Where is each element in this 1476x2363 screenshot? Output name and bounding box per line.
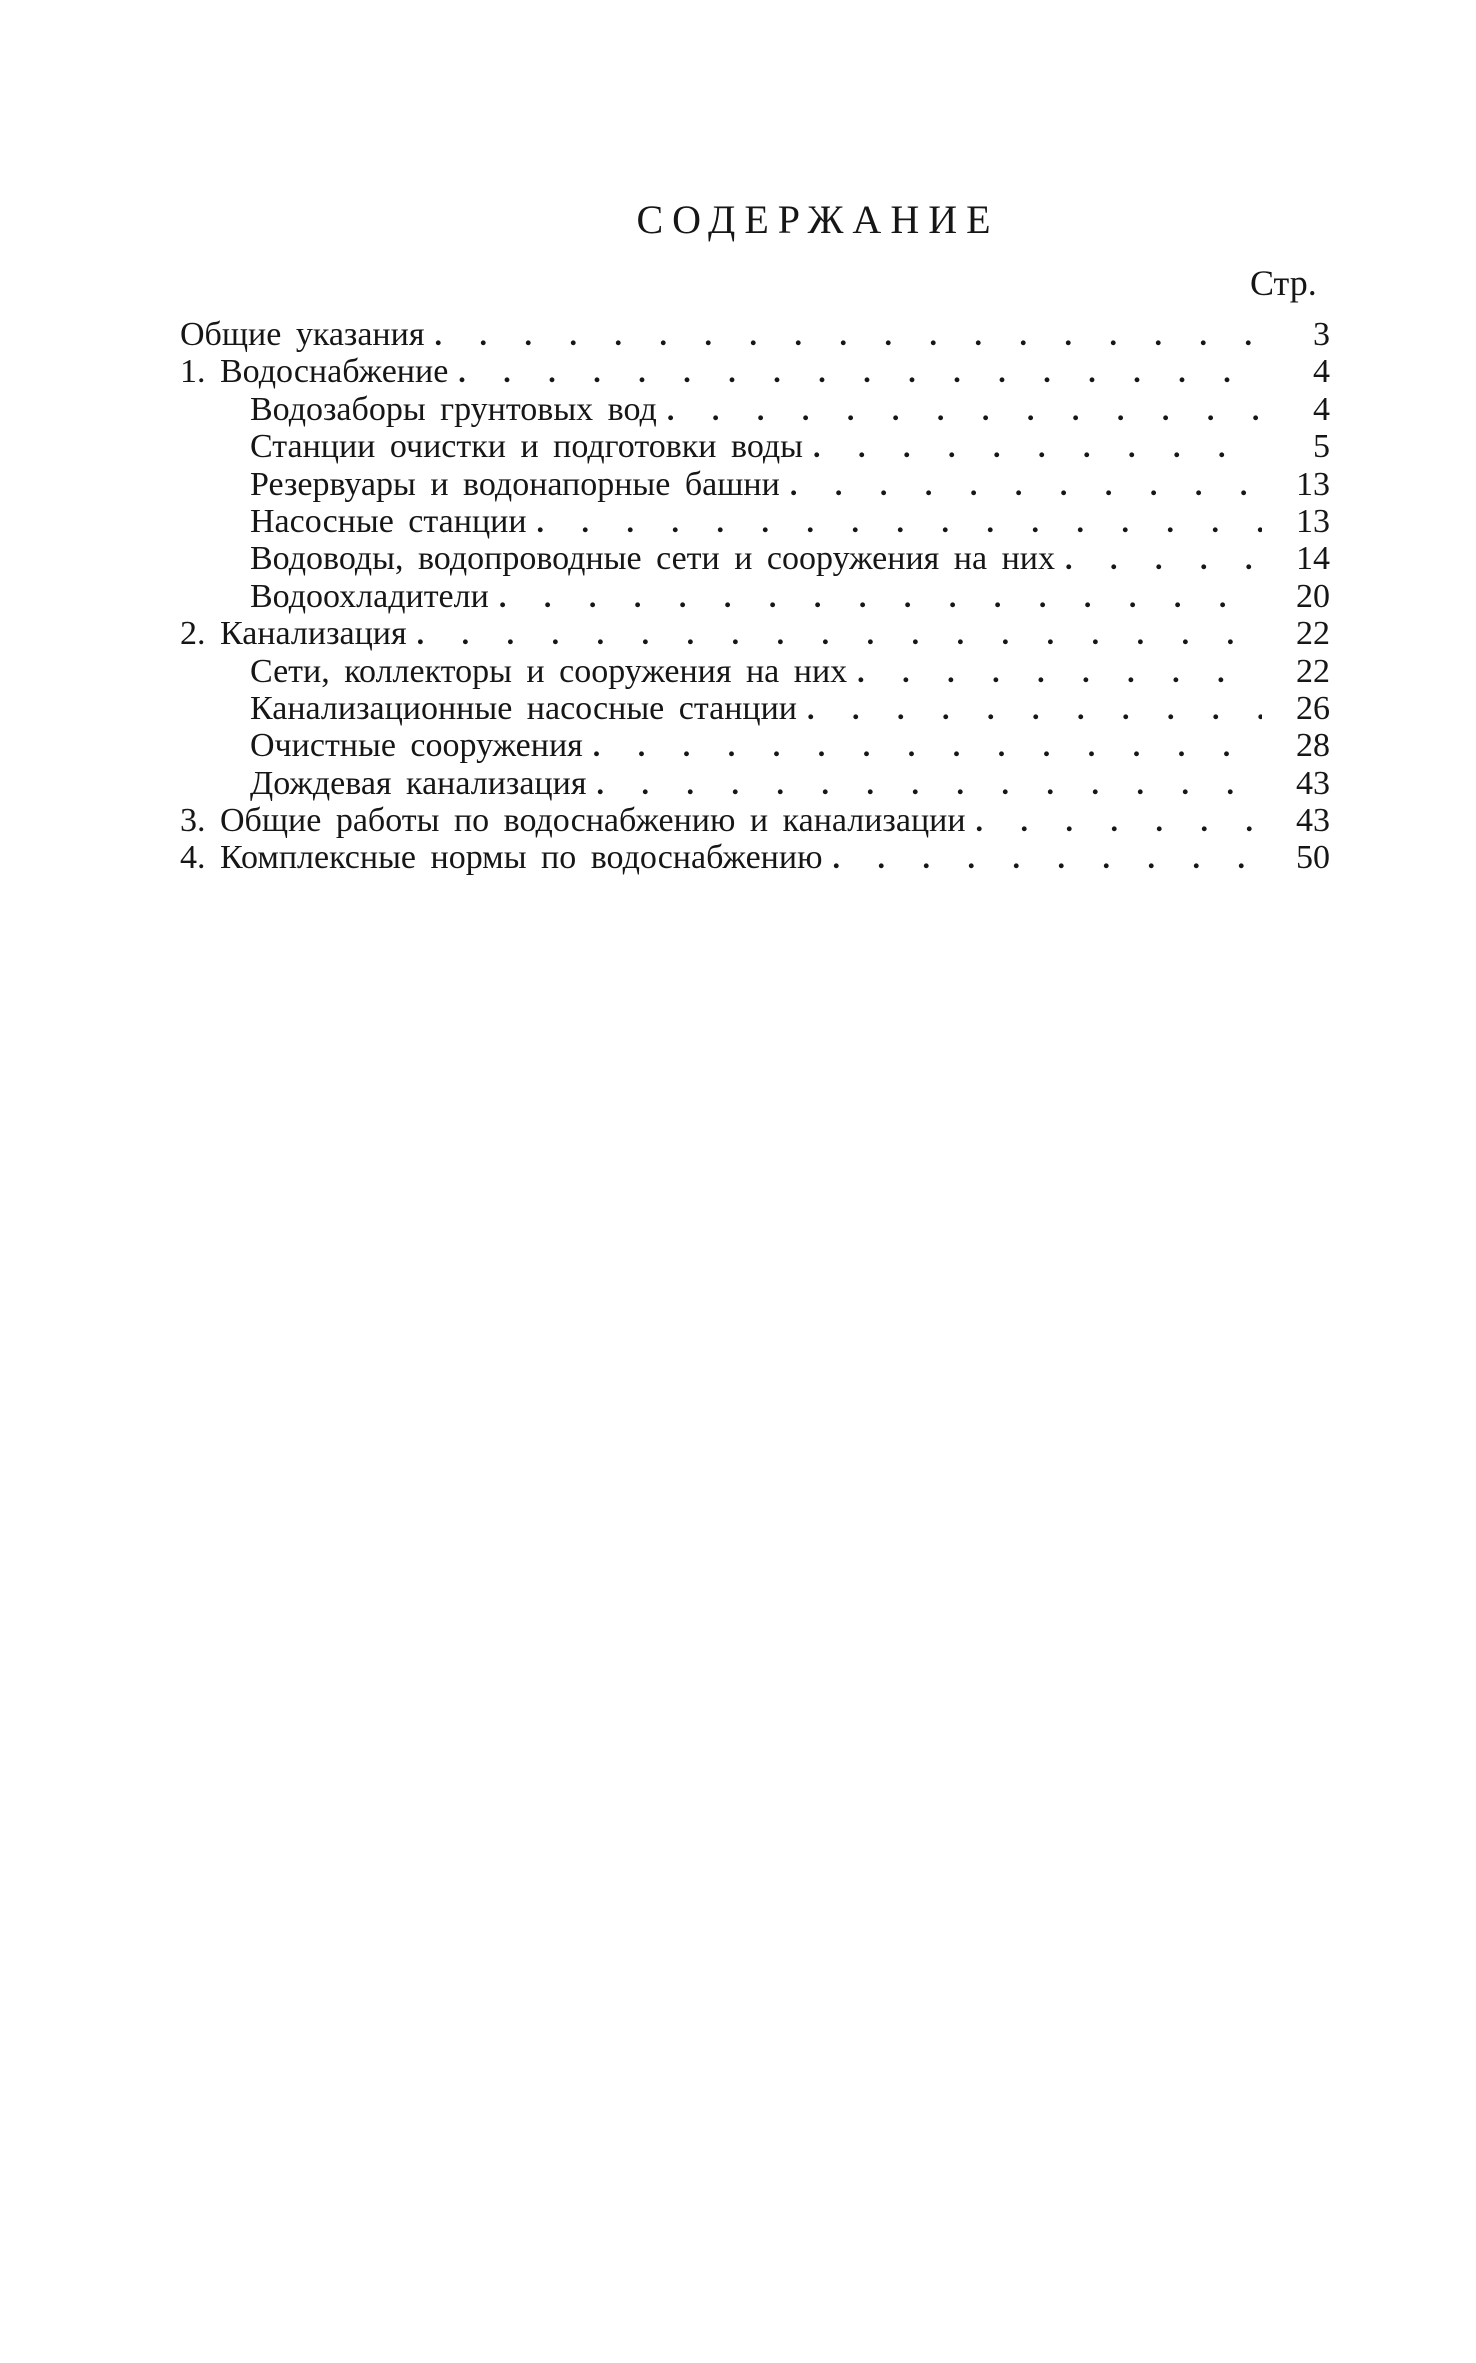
dot-leader [813,429,1262,466]
toc-entry-page: 28 [1296,727,1330,765]
toc-entry-treatment-facilities [180,727,1330,764]
toc-entry-page: 50 [1296,839,1330,877]
toc-entry-page: 13 [1296,502,1330,540]
toc-entry-general-instructions [180,316,1330,353]
toc-entry-label: Сети, коллекторы и сооружения на них [250,652,848,690]
toc-entry-water-supply [180,353,1330,390]
dot-leader [1065,541,1262,578]
toc-entry-label: 2. Канализация [180,615,407,653]
dot-leader [857,654,1262,691]
dot-leader [807,691,1262,728]
toc-entry-label: Общие указания [180,316,425,353]
toc-entry-networks-collectors [180,653,1330,690]
dot-leader [417,616,1262,653]
toc-entry-label: Водоохладители [250,577,489,615]
toc-entry-label: Резервуары и водонапорные башни [250,465,780,503]
dot-leader [593,728,1262,765]
toc-entry-page: 13 [1296,465,1330,503]
dot-leader [458,354,1262,391]
dot-leader [537,504,1262,541]
toc-entry-label: Дождевая канализация [250,764,587,802]
toc-entry-label: Очистные сооружения [250,727,583,765]
toc-entry-page: 43 [1296,764,1330,802]
dot-leader [499,579,1262,616]
toc-entry-label: 1. Водоснабжение [180,353,449,391]
toc-entry-page: 5 [1313,428,1330,466]
toc-entry-label: Водоводы, водопроводные сети и сооружения на них [250,540,1055,578]
toc-entry-water-coolers [180,578,1330,615]
toc-entry-page: 22 [1296,615,1330,653]
toc-entry-page: 26 [1296,689,1330,727]
dot-leader [790,467,1262,504]
toc-entry-reservoirs-towers [180,466,1330,503]
toc-entry-sewage-pumping-stations [180,690,1330,727]
toc-entry-label: 4. Комплексные нормы по водоснабжению [180,839,823,877]
toc-entry-page: 43 [1296,802,1330,840]
toc-entry-sewerage [180,615,1330,652]
dot-leader [434,317,1262,354]
toc-entry-groundwater-intakes [180,391,1330,428]
toc-entry-label: Канализационные насосные станции [250,689,797,727]
toc-entry-label: 3. Общие работы по водоснабжению и канализации [180,802,966,840]
toc-entry-page: 22 [1296,652,1330,690]
toc-entry-page: 20 [1296,577,1330,615]
toc-entry-label: Станции очистки и подготовки воды [250,428,803,466]
dot-leader [596,766,1262,803]
dot-leader [976,803,1262,840]
page-title: СОДЕРЖАНИЕ [636,197,1000,242]
toc-entry-label: Водозаборы грунтовых вод [250,390,657,428]
toc-entry-label: Насосные станции [250,502,527,540]
toc-entry-page: 4 [1313,353,1330,391]
toc-entry-pumping-stations [180,503,1330,540]
toc-entry-water-mains-networks [180,540,1330,577]
toc-entry-page: 3 [1313,316,1330,353]
dot-leader [667,392,1262,429]
toc-entry-storm-sewerage [180,765,1330,802]
toc-entry-page: 14 [1296,540,1330,578]
toc-entry-page: 4 [1313,390,1330,428]
page-column-label: Стр. [1250,263,1317,303]
toc-entry-complex-norms [180,839,1330,876]
toc-entry-general-works [180,802,1330,839]
dot-leader [832,840,1262,877]
table-of-contents [180,316,1330,877]
toc-entry-treatment-stations [180,428,1330,465]
